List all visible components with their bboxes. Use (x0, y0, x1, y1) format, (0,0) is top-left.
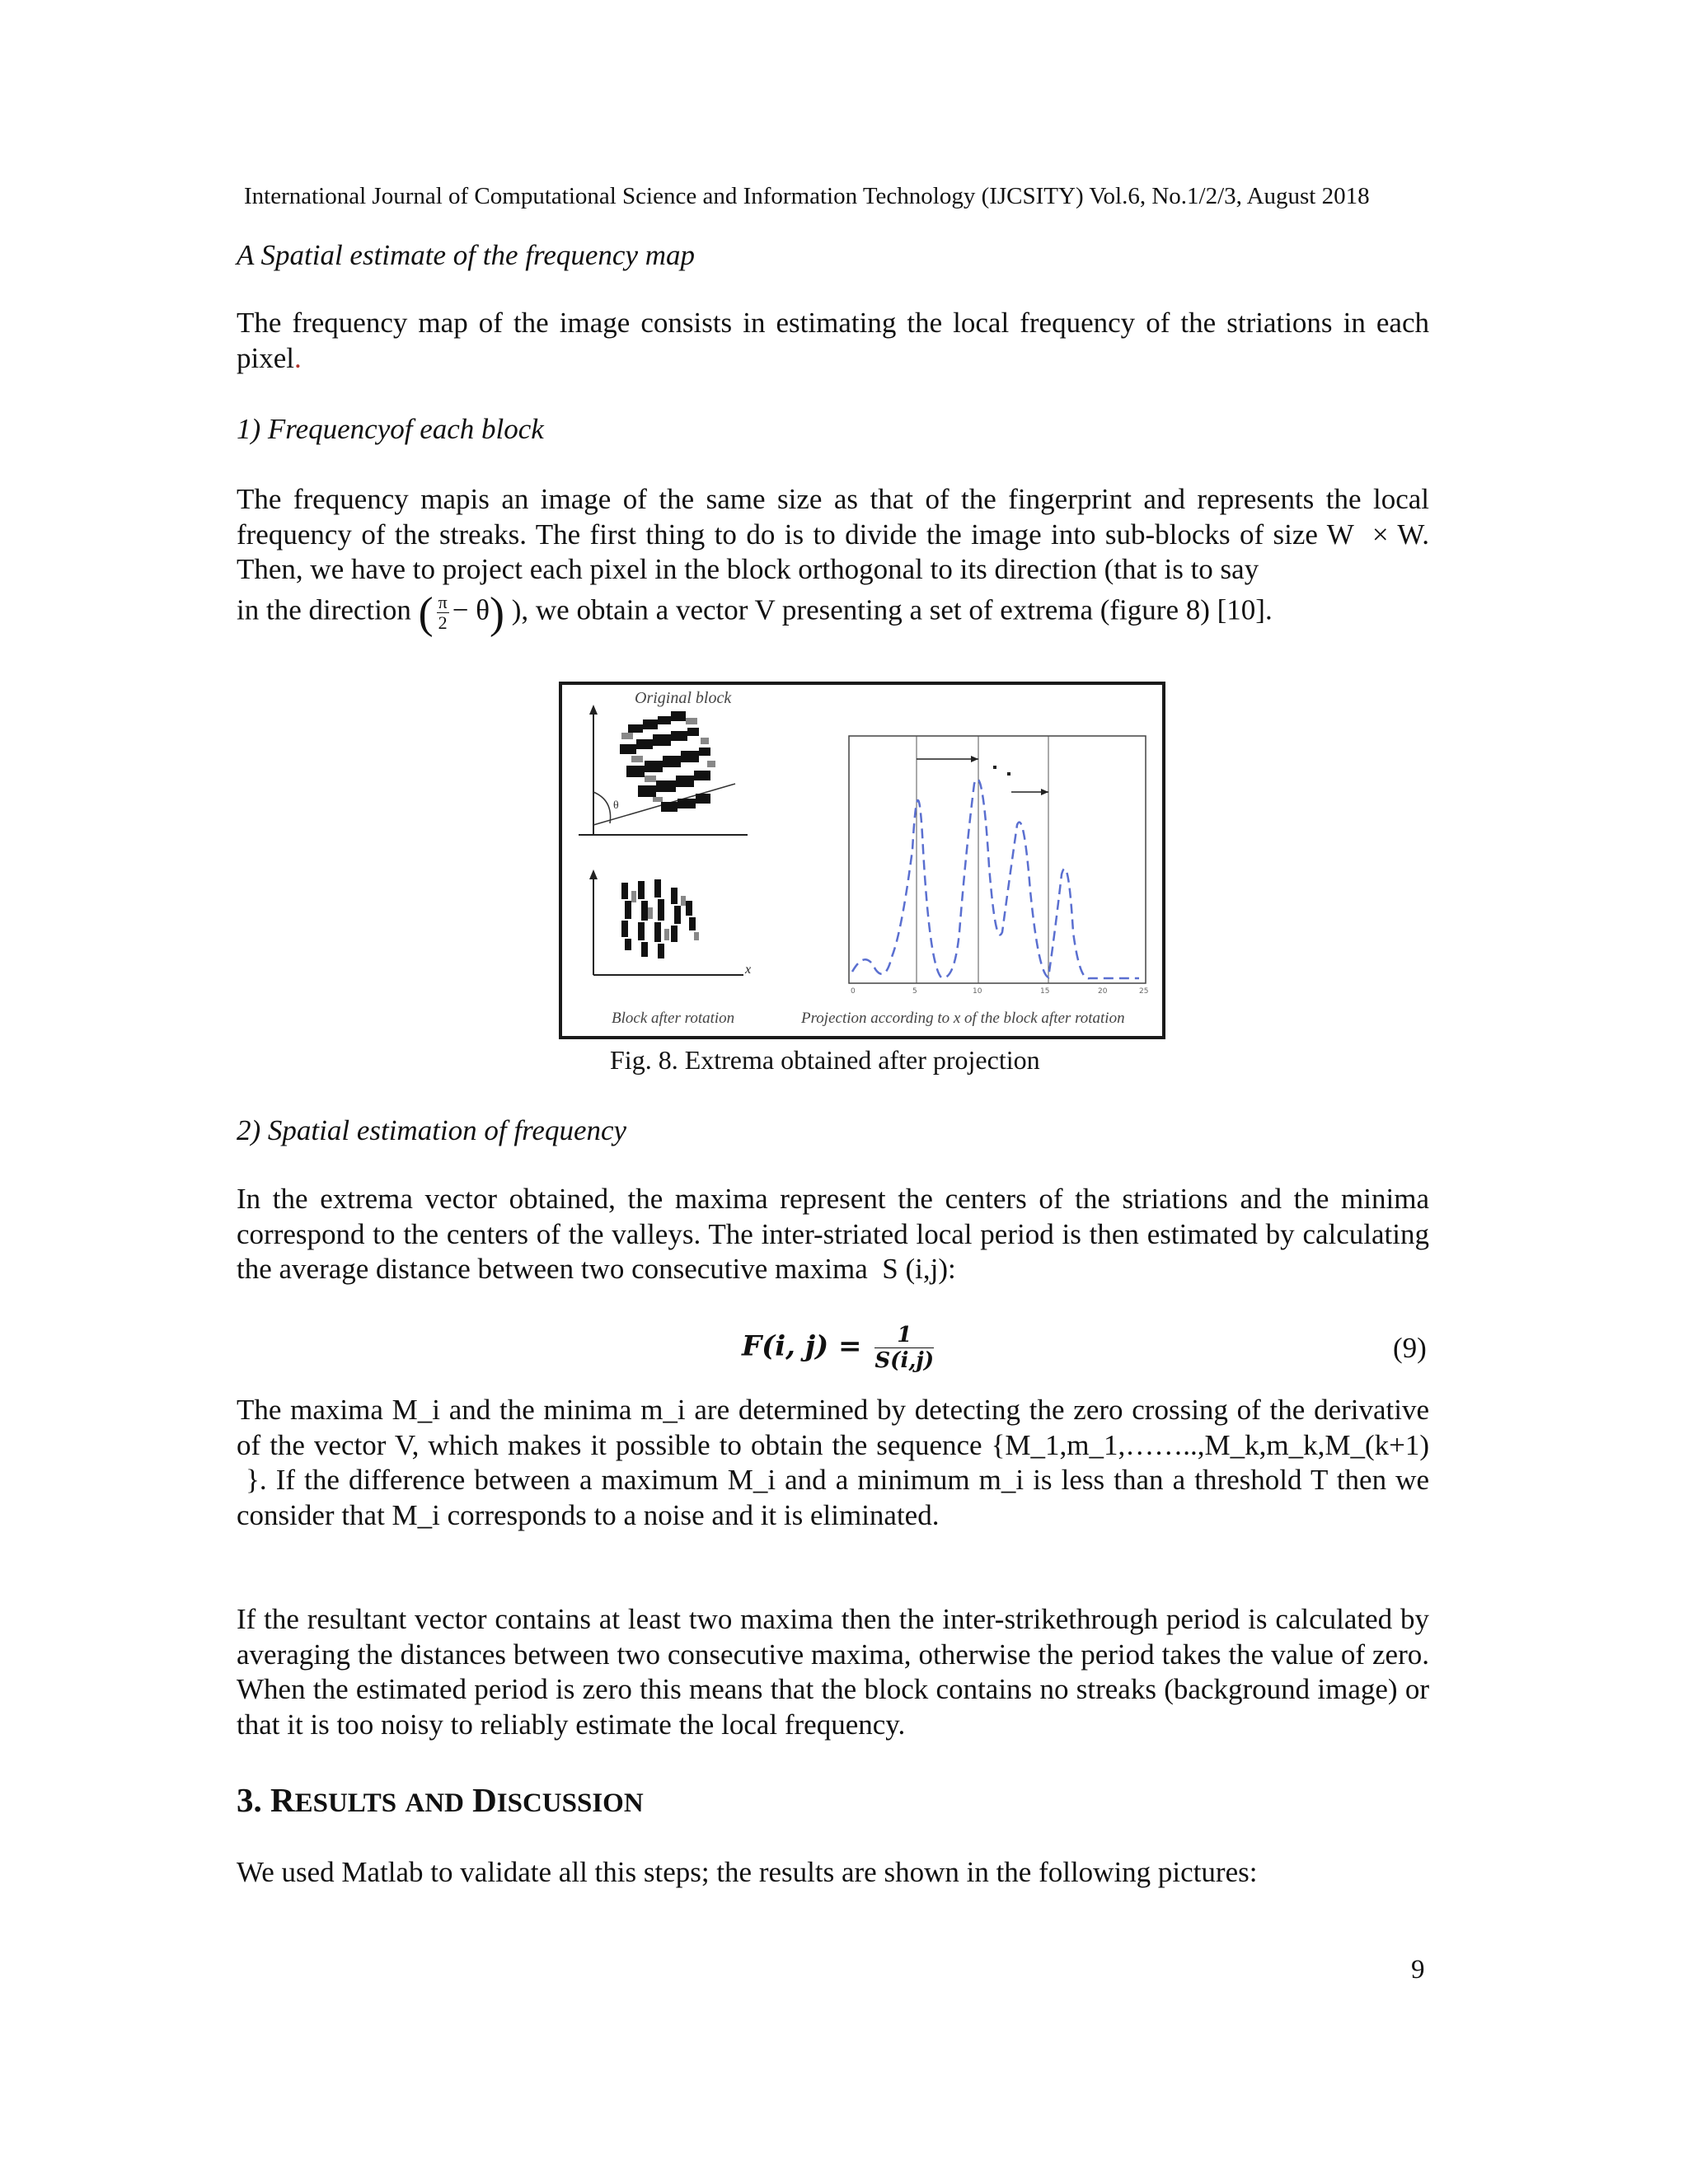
red-period: . (293, 341, 302, 374)
x-ticks (851, 987, 1148, 996)
projection-curve (852, 779, 1139, 978)
theta-label: θ (613, 799, 619, 812)
figure-caption: Fig. 8. Extrema obtained after projection (610, 1045, 1040, 1075)
item1-title: 1) Frequencyof each block (237, 413, 544, 445)
figure-8 (559, 682, 1165, 1039)
arrow-icon (971, 756, 978, 762)
svg-text:15: 15 (1040, 987, 1050, 996)
label-block-after-rotation: Block after rotation (612, 1010, 735, 1027)
equation-fraction: $\frac{1}{S(i,j)}$ (874, 1323, 935, 1373)
equation-number: (9) (1393, 1332, 1427, 1364)
arrow-icon (589, 869, 598, 879)
arrow-icon (589, 705, 598, 715)
right-paren: ) (490, 588, 504, 637)
paragraph-matlab: We used Matlab to validate all this steps; the results are shown in the following pictures: (237, 1856, 1258, 1888)
direction-line (237, 588, 1273, 637)
page-number: 9 (1411, 1955, 1425, 1985)
paragraph-text: The frequency map of the image consists in estimating the local frequency of the striations in each pixel (237, 307, 1429, 374)
minus-theta: − θ (452, 593, 490, 626)
svg-text:20: 20 (1098, 987, 1108, 996)
figure-graphic (562, 685, 1162, 1036)
section-heading: 3. RESULTS AND DISCUSSION (237, 1781, 644, 1819)
paragraph-text: The frequency mapis an image of the same size as that of the fingerprint and represents the local frequency of the streaks. The first thing to do is to divide the image into sub-blocks of size W × W. Then, we have to project each pixel in the block orthogonal to its direction (that is to say (237, 483, 1429, 585)
svg-text:5: 5 (912, 987, 917, 996)
direction-text: in the direction (237, 593, 411, 626)
label-projection: Projection according to x of the block after rotation (801, 1010, 1125, 1027)
plot-frame (849, 736, 1146, 983)
paragraph-frequency-map (237, 306, 1429, 376)
equation-9 (742, 1323, 937, 1373)
equation-lhs: F(i, j) = (742, 1329, 862, 1363)
left-paren: ( (418, 588, 434, 637)
paragraph-period: If the resultant vector contains at least two maxima then the inter-strikethrough period is calculated by averaging the distances between two consecutive maxima, otherwise the period takes the value of zero. When the estimated period is zero this means that the block contains no streaks (background image) or that it is too noisy to reliably estimate the local frequency. (237, 1603, 1429, 1741)
x-axis-label: x (745, 963, 752, 977)
subsection-title: A Spatial estimate of the frequency map (237, 239, 696, 271)
direction-text-end: ), we obtain a vector V presenting a set of extrema (figure 8) [10]. (511, 593, 1273, 626)
svg-text:0: 0 (851, 987, 856, 996)
paragraph-maxima-minima: The maxima M_i and the minima m_i are determined by detecting the zero crossing of the derivative of the vector V, which makes it possible to obtain the sequence {M_1,m_1,……..,M_k,m_k,M_(k+1) }. If the difference between a maximum M_i and a minimum m_i is less than a threshold T then we consider that M_i corresponds to a noise and it is eliminated. (237, 1394, 1429, 1531)
svg-text:10: 10 (973, 987, 982, 996)
extremum-dot (993, 766, 996, 769)
paragraph-extrema: In the extrema vector obtained, the maxima represent the centers of the striations and the minima correspond to the centers of the valleys. The inter-striated local period is then estimated by calculating the average distance between two consecutive maxima S (i,j): (237, 1183, 1429, 1285)
running-header: International Journal of Computational Science and Information Technology (IJCSITY) Vol.6, No.1/2/3, August 2018 (244, 183, 1370, 209)
extremum-dot (1007, 772, 1010, 776)
paragraph-block-frequency (237, 482, 1429, 637)
label-original-block: Original block (635, 689, 732, 707)
svg-text:25: 25 (1139, 987, 1149, 996)
item2-title: 2) Spatial estimation of frequency (237, 1114, 627, 1146)
pi-over-2-fraction: $\frac{\pi}{2}$ (438, 591, 448, 633)
theta-arc (593, 792, 611, 823)
arrow-icon (1041, 789, 1048, 795)
